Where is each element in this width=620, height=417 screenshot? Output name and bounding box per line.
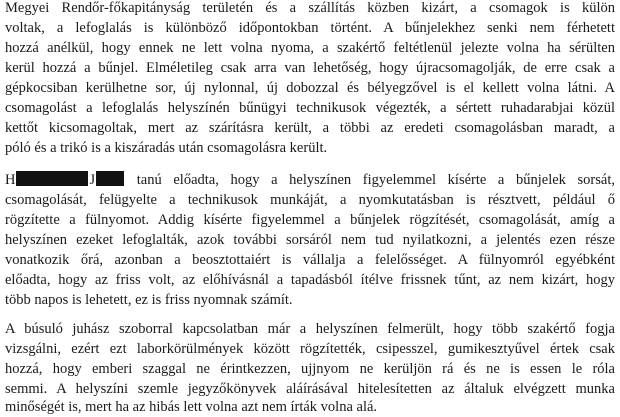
witness-initial: H — [5, 172, 16, 188]
text-line: vizsgálni, ezért ezt laborkörülmények között rögzítették, csipesszel, gumikesztyűvel értek csak — [5, 341, 615, 357]
text-line: kerül hozzá a bűnjel. Elméletileg csak arra van lehetőség, hogy újracsomagolják, de erre csak a — [5, 60, 615, 76]
text-line: A búsuló juhász szoborral kapcsolatban már a helyszínen felmerült, hogy több szakértő fogja — [5, 321, 615, 337]
redaction-bar — [16, 171, 88, 186]
witness-initial: J — [89, 172, 96, 188]
text-line: helyszínen ezeket lefoglalták, azok további sorsáról nem tud nyilatkozni, a jelentés ezen része — [5, 232, 615, 248]
text-line: semmi. A helyszíni szemle jegyzőkönyvek aláírásával hitelesítetten az általuk elvégzett munka — [5, 381, 615, 397]
text-line: több napos is lehetett, ez is friss nyomnak számít. — [5, 292, 293, 308]
text-line: csomagolását, felügyelte a technikusok munkáját, a nyomkutatásban is résztvett, például ő — [5, 192, 615, 208]
text-line: csomagolást a lefoglalás helyszínén bűnügyi technikusok végezték, a sértett ruhadarabjai közül — [5, 100, 615, 116]
redaction-bar — [96, 171, 124, 186]
text-line: póló és a trikó is a kiszáradás után csomagolásra került. — [5, 140, 328, 156]
text-line: voltak, a lefoglalás is különböző időpontokban történt. A bűnjelekhez senki nem férhetett — [5, 20, 615, 36]
text-line: Megyei Rendőr-főkapitányság területén és a szállítás közben kizárt, a csomagok is külön — [5, 0, 615, 16]
text-line: kettőt kicsomagoltak, mert az szárításra került, a többi az eredeti csomagolásban maradt, a — [5, 120, 615, 136]
text-line-cut-off: minőségét is, mert ha az hibás lett volna azt nem írták volna alá. — [5, 399, 378, 415]
text-line: gépkocsiban kerülhetne sor, új nylonnal, új dobozzal és bélyegzővel is el kellett volna látni. A — [5, 80, 615, 96]
text-line: hozzá, hogy emberi szaggal ne érintkezzen, ujjnyom ne kerüljön rá és ne is essen le róla — [5, 361, 615, 377]
text-line: hozzá anélkül, hogy ennek ne lett volna nyoma, a szakértő feltétlenül jelezte volna ha sérülten — [5, 40, 615, 56]
text-line: rögzítette a fülnyomot. Addig kísérte figyelemmel a bűnjelek rögzítését, csomagolását, amíg a — [5, 212, 615, 228]
text-segment: tanú előadta, hogy a helyszínen figyelemmel kísérte a bűnjelek sorsát, — [136, 172, 615, 188]
text-line-with-redactions — [5, 170, 615, 190]
text-line: vonatkozik őrá, azonban a beosztottaiért is vállalja a felelősséget. A fülnyomról egyébként — [5, 252, 615, 268]
text-line: előadta, hogy az friss volt, az előhívásnál a tapadásból ítélve frissnek tűnt, az nem kizárt, hogy — [5, 272, 615, 288]
